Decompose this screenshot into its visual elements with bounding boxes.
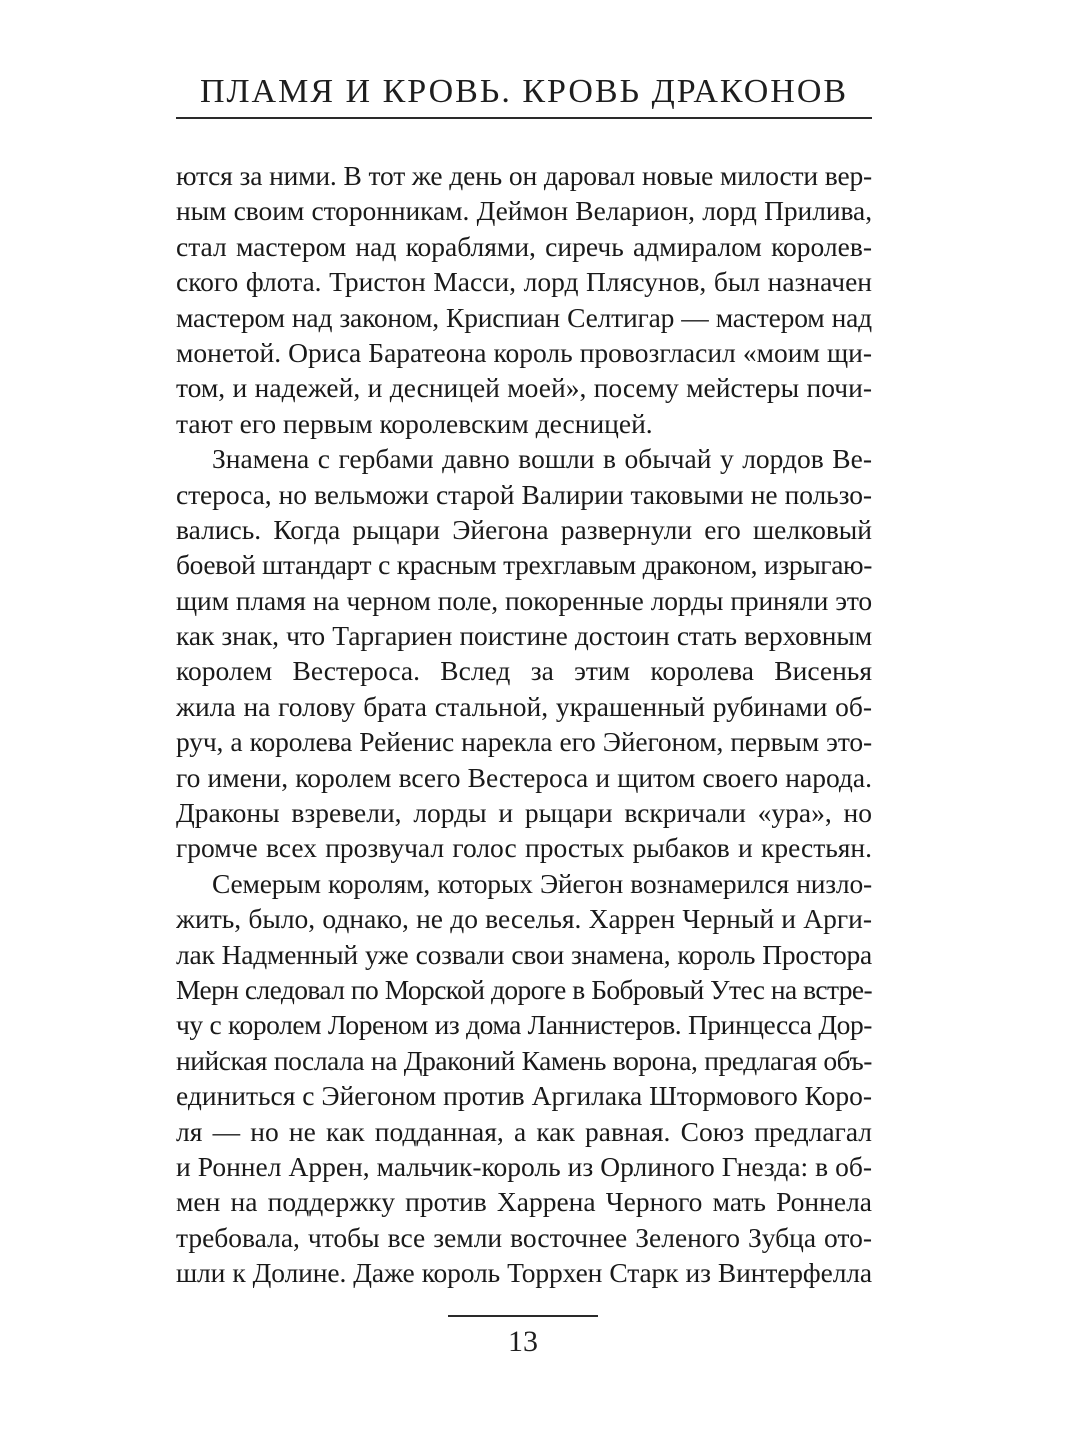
page-number: 13 — [508, 1325, 538, 1358]
text-line: единиться с Эйегоном против Аргилака Штормового Коро- — [176, 1080, 872, 1112]
text-line: жить, было, однако, не до веселья. Харрен Черный и Арги- — [176, 903, 872, 935]
text-line: королем Вестероса. Вслед за этим королева Висенья — [176, 655, 872, 687]
text-line: мастером над законом, Криспиан Селтигар — мастером над — [176, 301, 872, 333]
text-line: ля — но не как подданная, а как равная. Союз предлагал — [176, 1115, 872, 1147]
text-line: требовала, чтобы все земли восточнее Зеленого Зубца ото- — [176, 1221, 872, 1253]
text-line: руч, а королева Рейенис нарекла его Эйегоном, первым это- — [176, 726, 872, 758]
paragraph-3 — [176, 866, 872, 1291]
text-line: ются за ними. В тот же день он даровал новые милости вер- — [176, 160, 872, 191]
text-line: жила на голову брата стальной, украшенный рубинами об- — [176, 690, 872, 722]
paragraph-2 — [176, 441, 872, 866]
text-line: Мерн следовал по Морской дороге в Бобровый Утес на встре- — [176, 974, 872, 1005]
page-body — [176, 158, 872, 1291]
text-line: нийская послала на Драконий Камень ворона, предлагая объ- — [176, 1044, 872, 1076]
text-line: вались. Когда рыцари Эйегона развернули его шелковый — [176, 513, 872, 545]
running-head-title: ПЛАМЯ И КРОВЬ. КРОВЬ ДРАКОНОВ — [199, 73, 849, 110]
text-line: мен на поддержку против Харрена Черного мать Роннела — [176, 1186, 872, 1218]
paragraph-1 — [176, 158, 872, 441]
text-line: боевой штандарт с красным трехглавым драконом, изрыгаю- — [176, 549, 872, 581]
text-line: ского флота. Тристон Масси, лорд Плясунов, был назначен — [176, 266, 872, 298]
text-line: и Роннел Аррен, мальчик-король из Орлиного Гнезда: в об- — [176, 1150, 872, 1182]
text-line: Драконы взревели, лорды и рыцари вскричали «ура», но — [176, 797, 872, 829]
text-line: го имени, королем всего Вестероса и щитом своего народа. — [176, 761, 872, 793]
text-line: чу с королем Лореном из дома Ланнистеров. Принцесса Дор- — [176, 1009, 872, 1041]
text-line: Знамена с гербами давно вошли в обычай у лордов Ве- — [212, 443, 872, 475]
text-line: как знак, что Таргариен поистине достоин стать верховным — [176, 620, 872, 652]
text-line: лак Надменный уже созвали свои знамена, король Простора — [176, 938, 872, 970]
header-rule — [176, 117, 872, 119]
text-line: том, и надежей, и десницей моей», посему мейстеры почи- — [176, 372, 872, 404]
text-line: тают его первым королевским десницей. — [176, 407, 653, 439]
text-line: ным своим сторонникам. Деймон Веларион, лорд Прилива, — [176, 195, 872, 227]
text-line: монетой. Ориса Баратеона король провозгласил «моим щи- — [176, 336, 872, 368]
text-line: стероса, но вельможи старой Валирии таковыми не пользо- — [176, 478, 872, 510]
footer-rule — [448, 1315, 598, 1317]
text-line: Семерым королям, которых Эйегон вознамерился низло- — [212, 867, 872, 899]
text-line: шли к Долине. Даже король Торрхен Старк из Винтерфелла — [176, 1257, 872, 1289]
text-line: громче всех прозвучал голос простых рыбаков и крестьян. — [176, 832, 872, 864]
text-line: стал мастером над кораблями, сиречь адмиралом королев- — [176, 230, 872, 262]
text-line: щим пламя на черном поле, покоренные лорды приняли это — [176, 584, 872, 616]
